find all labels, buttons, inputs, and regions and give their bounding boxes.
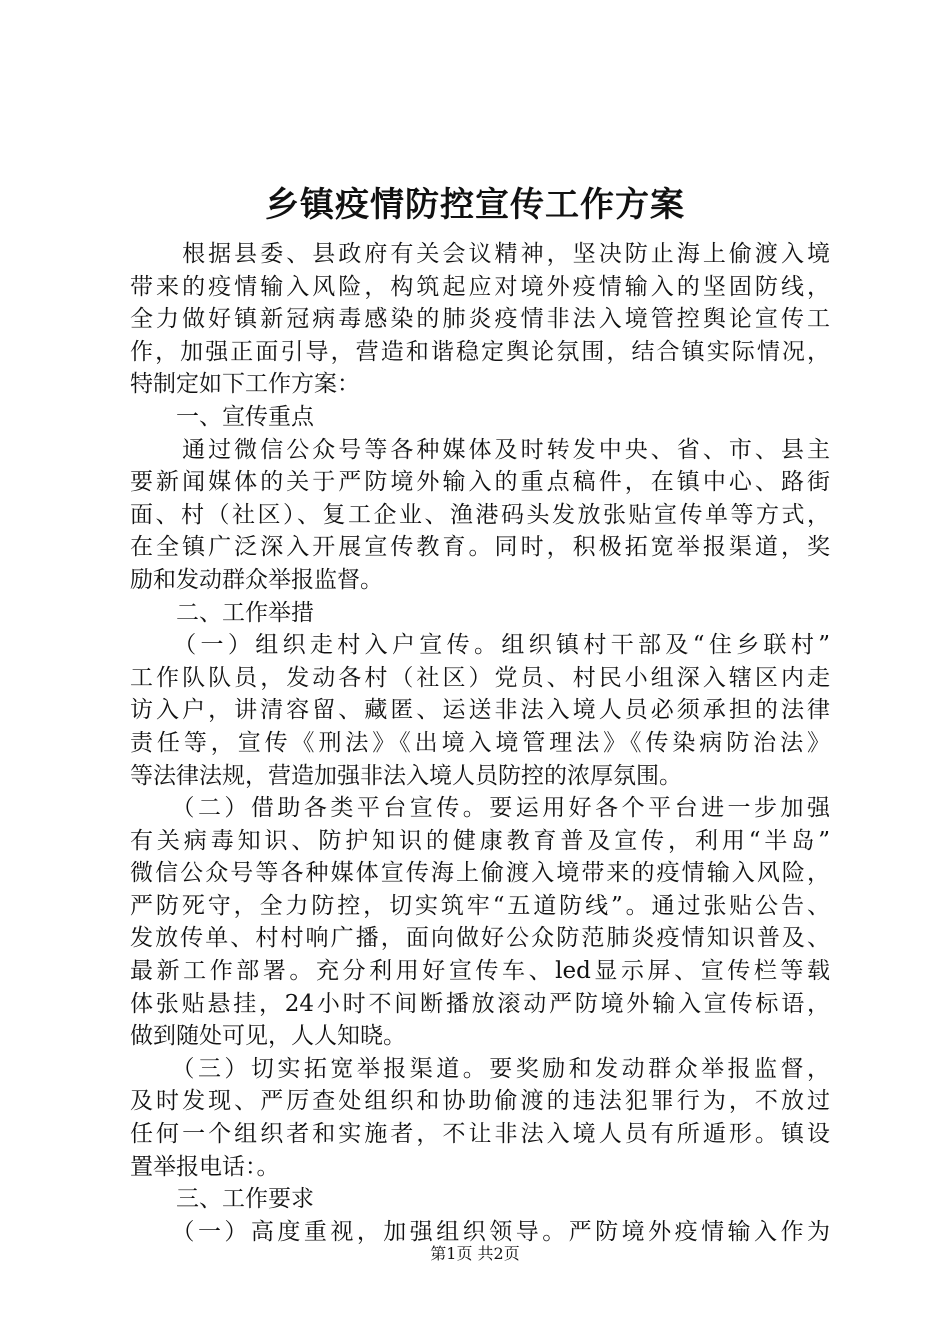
text-line: （二）借助各类平台宣传。要运用好各个平台进一步加强 xyxy=(130,795,830,822)
text-line: 等法律法规，营造加强非法入境人员防控的浓厚氛围。 xyxy=(130,762,682,789)
text-line: 要新闻媒体的关于严防境外输入的重点稿件，在镇中心、路街 xyxy=(130,469,830,496)
text-line: 任何一个组织者和实施者，不让非法入境人员有所遁形。镇设 xyxy=(130,1121,830,1148)
text-line: 发放传单、村村响广播，面向做好公众防范肺炎疫情知识普及、 xyxy=(130,925,830,952)
text-line: 工作队队员，发动各村（社区）党员、村民小组深入辖区内走 xyxy=(130,664,830,691)
text-line: 做到随处可见，人人知晓。 xyxy=(130,1023,406,1050)
text-line: 体张贴悬挂，24小时不间断播放滚动严防境外输入宣传标语， xyxy=(130,990,830,1017)
section-heading: 二、工作举措 xyxy=(130,599,314,626)
text-line: 微信公众号等各种媒体宣传海上偷渡入境带来的疫情输入风险， xyxy=(130,860,830,887)
text-line: 作，加强正面引导，营造和谐稳定舆论氛围，结合镇实际情况， xyxy=(130,338,830,365)
document-title: 乡镇疫情防控宣传工作方案 xyxy=(265,185,685,225)
text-line: 访入户，讲清容留、藏匿、运送非法入境人员必须承担的法律 xyxy=(130,697,830,724)
text-line: 面、村（社区）、复工企业、渔港码头发放张贴宣传单等方式， xyxy=(130,501,830,528)
text-line: 带来的疫情输入风险，构筑起应对境外疫情输入的坚固防线， xyxy=(130,273,830,300)
text-line: 严防死守，全力防控，切实筑牢“五道防线”。通过张贴公告、 xyxy=(130,892,830,919)
text-line: 及时发现、严厉查处组织和协助偷渡的违法犯罪行为，不放过 xyxy=(130,1088,830,1115)
text-line: （三）切实拓宽举报渠道。要奖励和发动群众举报监督， xyxy=(130,1055,830,1082)
text-line: 励和发动群众举报监督。 xyxy=(130,566,383,593)
section-heading: 一、宣传重点 xyxy=(130,403,314,430)
page-footer: 第1页 共2页 xyxy=(430,1244,520,1263)
text-line: 在全镇广泛深入开展宣传教育。同时，积极拓宽举报渠道，奖 xyxy=(130,534,830,561)
text-line: （一）组织走村入户宣传。组织镇村干部及“住乡联村” xyxy=(130,632,830,659)
text-line: 置举报电话：。 xyxy=(130,1153,280,1180)
section-heading: 三、工作要求 xyxy=(130,1186,314,1213)
text-line: 全力做好镇新冠病毒感染的肺炎疫情非法入境管控舆论宣传工 xyxy=(130,306,830,333)
text-line: 通过微信公众号等各种媒体及时转发中央、省、市、县主 xyxy=(130,436,830,463)
text-line: （一）高度重视，加强组织领导。严防境外疫情输入作为 xyxy=(130,1218,830,1245)
text-line: 有关病毒知识、防护知识的健康教育普及宣传，利用“半岛” xyxy=(130,827,830,854)
text-line: 特制定如下工作方案： xyxy=(130,371,360,398)
document-body xyxy=(130,238,830,1248)
text-line: 根据县委、县政府有关会议精神，坚决防止海上偷渡入境 xyxy=(130,241,830,267)
text-line: 最新工作部署。充分利用好宣传车、led显示屏、宣传栏等载 xyxy=(130,958,830,985)
text-line: 责任等，宣传《刑法》《出境入境管理法》《传染病防治法》 xyxy=(130,729,830,756)
